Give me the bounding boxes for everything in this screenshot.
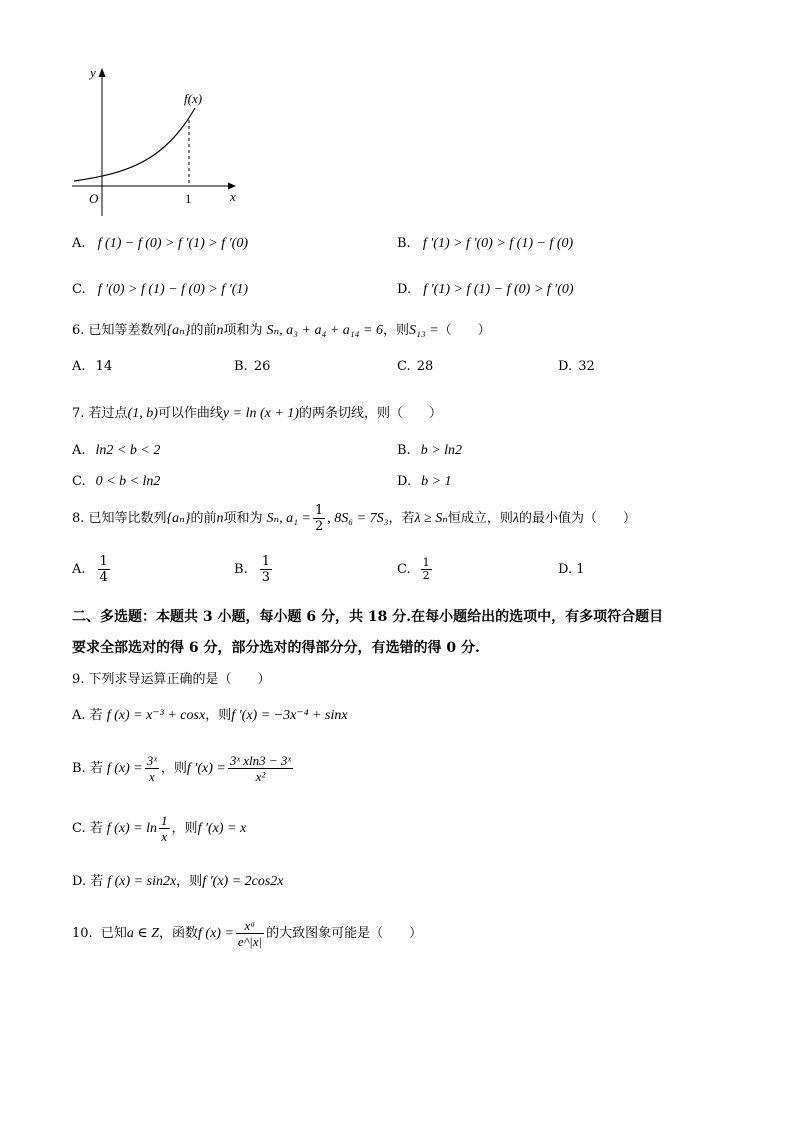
q7-option-c[interactable] bbox=[72, 474, 160, 490]
tick-label-1: 1 bbox=[185, 191, 192, 206]
question-number: 10. bbox=[72, 926, 93, 941]
option-letter: C. bbox=[397, 562, 411, 577]
option-text: 28 bbox=[416, 359, 434, 374]
question-number: 7. bbox=[72, 406, 85, 421]
function-expr: f (x) = sin2x bbox=[107, 874, 177, 889]
fraction bbox=[313, 503, 325, 534]
ask-expr: S₁₃ = bbox=[408, 323, 439, 338]
q8-option-a[interactable] bbox=[72, 552, 112, 588]
condition: a ∈ Z bbox=[126, 926, 159, 941]
stem-text: 项和为 bbox=[223, 511, 263, 526]
stem-text: 若 bbox=[89, 761, 103, 776]
x-axis-label: x bbox=[230, 189, 236, 204]
q9-option-b[interactable] bbox=[72, 751, 295, 787]
denominator: 2 bbox=[422, 569, 430, 582]
q5-option-c[interactable] bbox=[72, 282, 248, 298]
option-text: f ′(1) > f ′(0) > f (1) − f (0) bbox=[422, 236, 574, 251]
denominator: 4 bbox=[99, 570, 108, 585]
derivative-expr: f ′(x) = x bbox=[197, 821, 247, 836]
q9-option-c[interactable] bbox=[72, 811, 246, 847]
section2-line1: 二、多选题：本题共 3 小题，每小题 6 分，共 18 分.在每小题给出的选项中，有多项符合题目 bbox=[72, 609, 664, 625]
curve-f bbox=[74, 108, 195, 181]
option-letter: A. bbox=[72, 708, 86, 723]
condition: λ ≥ Sₙ bbox=[414, 511, 448, 526]
q6-option-a[interactable] bbox=[72, 359, 112, 375]
option-letter: A. bbox=[72, 359, 86, 374]
numerator: 1 bbox=[422, 556, 430, 569]
option-letter: D. bbox=[558, 359, 573, 374]
option-text: f (1) − f (0) > f ′(1) > f ′(0) bbox=[97, 236, 248, 251]
stem-text: 的前 bbox=[190, 323, 217, 338]
origin-label: O bbox=[89, 191, 99, 206]
fraction bbox=[145, 753, 159, 784]
denominator: x bbox=[148, 769, 155, 784]
stem-text: 的大致图象可能是（ ） bbox=[266, 926, 423, 941]
numerator: xᵃ bbox=[236, 918, 264, 934]
option-letter: B. bbox=[397, 236, 411, 251]
option-text: f ′(0) > f (1) − f (0) > f ′(1) bbox=[97, 282, 249, 297]
stem-text: 项和为 bbox=[223, 323, 263, 338]
function-graph bbox=[60, 60, 250, 225]
denominator: e^|x| bbox=[237, 934, 263, 949]
option-letter: A. bbox=[72, 236, 86, 251]
q6-option-d[interactable] bbox=[558, 359, 595, 375]
derivative-expr: f ′(x) = −3x⁻⁴ + sinx bbox=[231, 708, 348, 723]
option-letter: D. bbox=[397, 282, 412, 297]
q9-stem bbox=[72, 672, 271, 688]
stem-text: ，则 bbox=[382, 323, 409, 338]
q6-stem bbox=[72, 323, 491, 339]
q8-stem bbox=[72, 503, 636, 534]
q8-option-c[interactable] bbox=[397, 552, 434, 588]
stem-text: ，则 bbox=[176, 874, 203, 889]
q7-option-b[interactable] bbox=[397, 443, 462, 459]
variable-n: n bbox=[216, 511, 224, 526]
option-text: b > 1 bbox=[421, 474, 452, 489]
question-number: 9. bbox=[72, 672, 85, 687]
option-letter: C. bbox=[72, 474, 86, 489]
stem-text: 已知 bbox=[100, 926, 127, 941]
question-number: 8. bbox=[72, 511, 85, 526]
fraction bbox=[159, 813, 170, 844]
option-letter: A. bbox=[72, 562, 86, 577]
q9-option-d[interactable] bbox=[72, 874, 284, 890]
option-text: ln2 < b < 2 bbox=[95, 443, 161, 458]
numerator: 1 bbox=[261, 554, 270, 569]
denominator: x bbox=[161, 829, 168, 844]
option-letter: C. bbox=[397, 359, 411, 374]
stem-text: 可以作曲线 bbox=[157, 406, 223, 421]
option-letter: A. bbox=[72, 443, 86, 458]
stem-text: 的两条切线，则（ ） bbox=[298, 406, 442, 421]
fraction bbox=[260, 554, 272, 585]
option-letter: C. bbox=[72, 282, 86, 297]
option-letter: C. bbox=[72, 821, 86, 836]
sequence: {aₙ} bbox=[166, 511, 191, 526]
q8-option-b[interactable] bbox=[234, 552, 274, 588]
sequence: {aₙ} bbox=[166, 323, 191, 338]
stem-text: 若 bbox=[89, 821, 103, 836]
fraction bbox=[98, 554, 110, 585]
option-text: b > ln2 bbox=[420, 443, 463, 458]
stem-text: 的前 bbox=[190, 511, 217, 526]
stem-text: ，函数 bbox=[159, 926, 199, 941]
option-text: 32 bbox=[578, 359, 595, 374]
answer-paren: （ ） bbox=[438, 323, 491, 338]
option-text: 0 < b < ln2 bbox=[95, 474, 161, 489]
q6-option-b[interactable] bbox=[234, 359, 270, 375]
condition: Sₙ, a₁ = bbox=[266, 511, 311, 526]
q10-stem bbox=[72, 916, 422, 952]
variable-n: n bbox=[216, 323, 224, 338]
option-text: 26 bbox=[253, 359, 271, 374]
numerator: 1 bbox=[314, 503, 324, 518]
option-letter: B. bbox=[72, 761, 86, 776]
function-expr: f (x) = ln bbox=[106, 821, 158, 836]
q9-option-a[interactable] bbox=[72, 708, 348, 724]
fraction bbox=[421, 557, 432, 582]
fraction bbox=[236, 918, 264, 949]
denominator: 3 bbox=[261, 570, 270, 585]
function-expr: f (x) = bbox=[198, 926, 234, 941]
q7-option-d[interactable] bbox=[397, 474, 452, 490]
stem-text: 若 bbox=[89, 708, 103, 723]
numerator: 1 bbox=[161, 813, 168, 828]
function-expr: f (x) = x⁻³ + cosx bbox=[106, 708, 206, 723]
numerator: 3ˣ xln3 − 3ˣ bbox=[229, 753, 292, 768]
y-axis-label: y bbox=[90, 65, 96, 80]
fraction bbox=[228, 753, 293, 784]
option-letter: D. bbox=[72, 874, 87, 889]
variable-lambda: λ bbox=[512, 511, 519, 526]
curve-expr: y = ln (x + 1) bbox=[222, 406, 299, 421]
y-axis-arrow-icon bbox=[99, 68, 106, 77]
denominator: 2 bbox=[314, 519, 324, 534]
stem-text: 恒成立，则 bbox=[447, 511, 513, 526]
stem-text: 若 bbox=[90, 874, 104, 889]
option-text: 14 bbox=[95, 359, 113, 374]
option-text: 1 bbox=[576, 562, 585, 577]
q5-option-b[interactable] bbox=[397, 236, 573, 252]
q8-option-d[interactable] bbox=[558, 562, 585, 578]
curve-label: f(x) bbox=[184, 91, 203, 106]
option-letter: B. bbox=[397, 443, 411, 458]
function-expr: f (x) = bbox=[106, 761, 143, 776]
stem-text: 的最小值为（ ） bbox=[518, 511, 636, 526]
stem-text: ，则 bbox=[160, 761, 187, 776]
stem-text: ，若 bbox=[388, 511, 415, 526]
q7-stem bbox=[72, 406, 442, 422]
q5-option-a[interactable] bbox=[72, 236, 248, 252]
option-letter: D. bbox=[558, 562, 573, 577]
q7-option-a[interactable] bbox=[72, 443, 160, 459]
option-letter: B. bbox=[234, 562, 248, 577]
stem-text: ，则 bbox=[205, 708, 232, 723]
stem-text: 已知等差数列 bbox=[88, 323, 167, 338]
point: (1, b) bbox=[127, 406, 158, 421]
derivative-expr: f ′(x) = bbox=[186, 761, 226, 776]
option-letter: B. bbox=[234, 359, 248, 374]
condition: Sₙ, a₃ + a₄ + a₁₄ = 6 bbox=[266, 323, 383, 338]
stem-text: ，则 bbox=[171, 821, 198, 836]
stem-text: 若过点 bbox=[88, 406, 128, 421]
numerator: 3ˣ bbox=[146, 753, 157, 768]
section2-line2: 要求全部选对的得 6 分，部分选对的得部分分，有选错的得 0 分. bbox=[72, 640, 480, 656]
option-text: f ′(1) > f (1) − f (0) > f ′(0) bbox=[423, 282, 574, 297]
question-number: 6. bbox=[72, 323, 85, 338]
derivative-expr: f ′(x) = 2cos2x bbox=[202, 874, 284, 889]
q6-option-c[interactable] bbox=[397, 359, 433, 375]
denominator: x² bbox=[255, 769, 266, 784]
condition: , 8S₆ = 7S₃ bbox=[327, 511, 389, 526]
q5-option-d[interactable] bbox=[397, 282, 574, 298]
option-letter: D. bbox=[397, 474, 412, 489]
numerator: 1 bbox=[99, 554, 108, 569]
stem-text: 已知等比数列 bbox=[88, 511, 167, 526]
stem-text: 下列求导运算正确的是（ ） bbox=[88, 672, 271, 687]
